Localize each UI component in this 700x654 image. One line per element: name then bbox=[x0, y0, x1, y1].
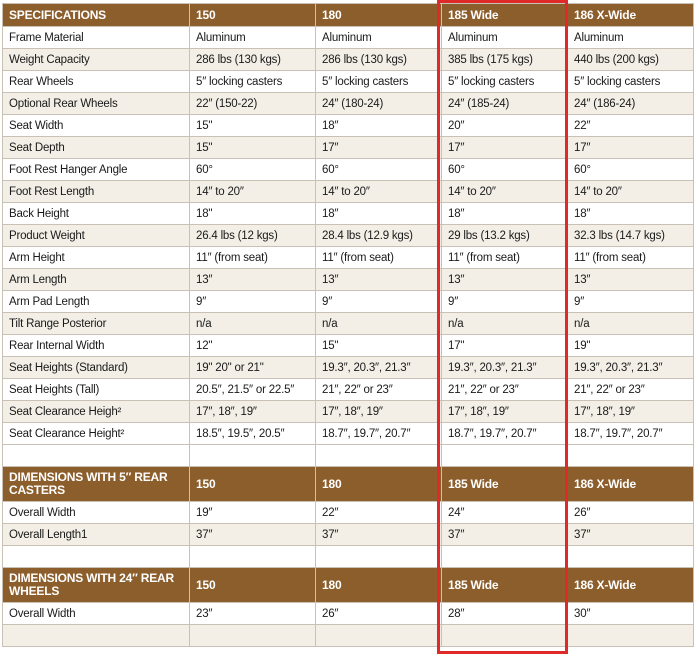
spec-row-cell-0: Weight Capacity bbox=[3, 49, 190, 71]
spacer-row-cell-2 bbox=[316, 445, 442, 467]
spec-row-cell-3: 17″, 18″, 19″ bbox=[442, 401, 568, 423]
spec-row-cell-0: Seat Depth bbox=[3, 137, 190, 159]
spec-row-cell-0: Seat Width bbox=[3, 115, 190, 137]
spec-row-cell-0: Back Height bbox=[3, 203, 190, 225]
casters-row-cell-1: 37″ bbox=[190, 524, 316, 546]
spec-row-cell-0: Seat Heights (Standard) bbox=[3, 357, 190, 379]
spec-row-cell-0: Seat Clearance Height² bbox=[3, 423, 190, 445]
spacer-row bbox=[3, 546, 694, 568]
partial-row-cell-3 bbox=[442, 625, 568, 647]
spec-row-cell-1: 12" bbox=[190, 335, 316, 357]
spacer-row-cell-0 bbox=[3, 445, 190, 467]
spec-row-cell-2: 60° bbox=[316, 159, 442, 181]
spec-row bbox=[3, 93, 694, 115]
spec-row-cell-2: n/a bbox=[316, 313, 442, 335]
spec-row-cell-2: 9″ bbox=[316, 291, 442, 313]
spec-row-cell-0: Arm Pad Length bbox=[3, 291, 190, 313]
wheels-header-row-cell-3: 185 Wide bbox=[442, 568, 568, 603]
casters-header-row-cell-0: DIMENSIONS WITH 5″ REAR CASTERS bbox=[3, 467, 190, 502]
casters-row-cell-0: Overall Width bbox=[3, 502, 190, 524]
spec-row-cell-3: 60° bbox=[442, 159, 568, 181]
spec-row-cell-3: 20″ bbox=[442, 115, 568, 137]
casters-row-cell-3: 37″ bbox=[442, 524, 568, 546]
spec-row-cell-3: 24″ (185-24) bbox=[442, 93, 568, 115]
spec-row bbox=[3, 291, 694, 313]
casters-row-cell-4: 37″ bbox=[568, 524, 694, 546]
spec-row-cell-2: 18″ bbox=[316, 115, 442, 137]
spec-row bbox=[3, 181, 694, 203]
casters-row bbox=[3, 502, 694, 524]
casters-header-row-cell-1: 150 bbox=[190, 467, 316, 502]
spec-table-body bbox=[3, 4, 694, 647]
spec-row-cell-2: 21″, 22″ or 23″ bbox=[316, 379, 442, 401]
spec-row-cell-4: 24″ (186-24) bbox=[568, 93, 694, 115]
spec-row bbox=[3, 137, 694, 159]
casters-header-row bbox=[3, 467, 694, 502]
spec-row bbox=[3, 313, 694, 335]
spec-row-cell-4: 18″ bbox=[568, 203, 694, 225]
spacer-row-cell-4 bbox=[568, 546, 694, 568]
spec-row-cell-4: 22″ bbox=[568, 115, 694, 137]
casters-row bbox=[3, 524, 694, 546]
spec-row-cell-4: 9″ bbox=[568, 291, 694, 313]
spec-row-cell-1: 13″ bbox=[190, 269, 316, 291]
spec-row bbox=[3, 115, 694, 137]
spec-row-cell-0: Product Weight bbox=[3, 225, 190, 247]
spec-row-cell-4: 19" bbox=[568, 335, 694, 357]
spec-row-cell-1: 15" bbox=[190, 115, 316, 137]
spec-row-cell-2: 5″ locking casters bbox=[316, 71, 442, 93]
casters-row-cell-4: 26″ bbox=[568, 502, 694, 524]
spec-row-cell-1: 18" bbox=[190, 203, 316, 225]
spec-row-cell-0: Arm Height bbox=[3, 247, 190, 269]
spec-row-cell-3: 385 lbs (175 kgs) bbox=[442, 49, 568, 71]
spec-row-cell-2: 18.7″, 19.7″, 20.7″ bbox=[316, 423, 442, 445]
spec-row-cell-3: 21″, 22″ or 23″ bbox=[442, 379, 568, 401]
spec-row-cell-1: 19" 20" or 21" bbox=[190, 357, 316, 379]
spec-row-cell-1: 11″ (from seat) bbox=[190, 247, 316, 269]
spec-row-cell-3: n/a bbox=[442, 313, 568, 335]
spec-row-cell-0: Seat Heights (Tall) bbox=[3, 379, 190, 401]
spec-row-cell-1: 14″ to 20″ bbox=[190, 181, 316, 203]
spec-row-cell-3: 29 lbs (13.2 kgs) bbox=[442, 225, 568, 247]
specifications-header-row-cell-2: 180 bbox=[316, 4, 442, 27]
spec-row-cell-0: Foot Rest Hanger Angle bbox=[3, 159, 190, 181]
partial-row bbox=[3, 625, 694, 647]
casters-row-cell-3: 24″ bbox=[442, 502, 568, 524]
casters-header-row-cell-2: 180 bbox=[316, 467, 442, 502]
spec-row-cell-1: 26.4 lbs (12 kgs) bbox=[190, 225, 316, 247]
wheels-row-cell-3: 28″ bbox=[442, 603, 568, 625]
spacer-row-cell-0 bbox=[3, 546, 190, 568]
partial-row-cell-4 bbox=[568, 625, 694, 647]
spec-row-cell-2: 24″ (180-24) bbox=[316, 93, 442, 115]
specifications-header-row-cell-4: 186 X-Wide bbox=[568, 4, 694, 27]
spec-row-cell-1: 20.5″, 21.5″ or 22.5″ bbox=[190, 379, 316, 401]
wheels-row-cell-1: 23″ bbox=[190, 603, 316, 625]
spec-row-cell-4: 13″ bbox=[568, 269, 694, 291]
spec-row-cell-1: 18.5″, 19.5″, 20.5″ bbox=[190, 423, 316, 445]
spec-row-cell-1: 17″, 18″, 19″ bbox=[190, 401, 316, 423]
spec-row-cell-2: 14″ to 20″ bbox=[316, 181, 442, 203]
spec-row-cell-1: n/a bbox=[190, 313, 316, 335]
spec-row-cell-3: 18″ bbox=[442, 203, 568, 225]
spacer-row-cell-1 bbox=[190, 445, 316, 467]
wheels-header-row-cell-2: 180 bbox=[316, 568, 442, 603]
spec-row bbox=[3, 335, 694, 357]
spec-row-cell-4: 11″ (from seat) bbox=[568, 247, 694, 269]
spec-row-cell-0: Rear Internal Width bbox=[3, 335, 190, 357]
spec-row-cell-2: 17″, 18″, 19″ bbox=[316, 401, 442, 423]
casters-row-cell-1: 19″ bbox=[190, 502, 316, 524]
spec-row bbox=[3, 401, 694, 423]
spec-row-cell-1: 22″ (150-22) bbox=[190, 93, 316, 115]
spec-row-cell-2: 19.3″, 20.3″, 21.3″ bbox=[316, 357, 442, 379]
spec-row-cell-0: Arm Length bbox=[3, 269, 190, 291]
spec-row-cell-0: Rear Wheels bbox=[3, 71, 190, 93]
spec-row-cell-3: 13″ bbox=[442, 269, 568, 291]
spec-row-cell-2: 18″ bbox=[316, 203, 442, 225]
spec-row bbox=[3, 225, 694, 247]
spec-row-cell-2: Aluminum bbox=[316, 27, 442, 49]
spec-row-cell-1: 60° bbox=[190, 159, 316, 181]
wheels-header-row-cell-1: 150 bbox=[190, 568, 316, 603]
wheels-header-row-cell-4: 186 X-Wide bbox=[568, 568, 694, 603]
spec-row-cell-2: 286 lbs (130 kgs) bbox=[316, 49, 442, 71]
spec-row-cell-4: 440 lbs (200 kgs) bbox=[568, 49, 694, 71]
spec-row-cell-4: 14″ to 20″ bbox=[568, 181, 694, 203]
casters-header-row-cell-3: 185 Wide bbox=[442, 467, 568, 502]
spec-row-cell-2: 28.4 lbs (12.9 kgs) bbox=[316, 225, 442, 247]
spec-row-cell-3: 5″ locking casters bbox=[442, 71, 568, 93]
spec-row bbox=[3, 357, 694, 379]
spacer-row-cell-1 bbox=[190, 546, 316, 568]
spec-row-cell-4: 18.7″, 19.7″, 20.7″ bbox=[568, 423, 694, 445]
wheels-row-cell-2: 26″ bbox=[316, 603, 442, 625]
spec-row-cell-3: 9″ bbox=[442, 291, 568, 313]
spec-row bbox=[3, 379, 694, 401]
casters-row-cell-2: 37″ bbox=[316, 524, 442, 546]
spec-row-cell-3: Aluminum bbox=[442, 27, 568, 49]
spec-row-cell-3: 11″ (from seat) bbox=[442, 247, 568, 269]
spec-row-cell-0: Tilt Range Posterior bbox=[3, 313, 190, 335]
spec-row-cell-2: 11″ (from seat) bbox=[316, 247, 442, 269]
spec-table bbox=[2, 3, 694, 647]
partial-row-cell-0 bbox=[3, 625, 190, 647]
spec-row-cell-2: 17″ bbox=[316, 137, 442, 159]
spec-row-cell-3: 19.3″, 20.3″, 21.3″ bbox=[442, 357, 568, 379]
spec-row-cell-4: 32.3 lbs (14.7 kgs) bbox=[568, 225, 694, 247]
spec-row-cell-1: 15" bbox=[190, 137, 316, 159]
partial-row-cell-1 bbox=[190, 625, 316, 647]
casters-row-cell-2: 22″ bbox=[316, 502, 442, 524]
spec-row bbox=[3, 247, 694, 269]
spec-row-cell-3: 17″ bbox=[442, 137, 568, 159]
spec-row-cell-4: 17″, 18″, 19″ bbox=[568, 401, 694, 423]
spec-row-cell-0: Frame Material bbox=[3, 27, 190, 49]
spec-row bbox=[3, 71, 694, 93]
spacer-row-cell-2 bbox=[316, 546, 442, 568]
partial-row-cell-2 bbox=[316, 625, 442, 647]
specifications-header-row-cell-3: 185 Wide bbox=[442, 4, 568, 27]
spec-row-cell-2: 13″ bbox=[316, 269, 442, 291]
spec-row-cell-4: 5″ locking casters bbox=[568, 71, 694, 93]
spec-row bbox=[3, 27, 694, 49]
spec-row-cell-2: 15" bbox=[316, 335, 442, 357]
wheels-header-row bbox=[3, 568, 694, 603]
spacer-row bbox=[3, 445, 694, 467]
spec-row-cell-1: 286 lbs (130 kgs) bbox=[190, 49, 316, 71]
spec-row-cell-1: 9″ bbox=[190, 291, 316, 313]
specifications-header-row-cell-0: SPECIFICATIONS bbox=[3, 4, 190, 27]
wheels-row-cell-4: 30″ bbox=[568, 603, 694, 625]
spec-row-cell-0: Foot Rest Length bbox=[3, 181, 190, 203]
wheels-header-row-cell-0: DIMENSIONS WITH 24″ REAR WHEELS bbox=[3, 568, 190, 603]
casters-row-cell-0: Overall Length1 bbox=[3, 524, 190, 546]
spec-row-cell-1: 5″ locking casters bbox=[190, 71, 316, 93]
spec-row-cell-3: 17" bbox=[442, 335, 568, 357]
spec-row-cell-4: n/a bbox=[568, 313, 694, 335]
specifications-header-row bbox=[3, 4, 694, 27]
spec-row-cell-4: Aluminum bbox=[568, 27, 694, 49]
wheels-row bbox=[3, 603, 694, 625]
spec-row-cell-4: 19.3″, 20.3″, 21.3″ bbox=[568, 357, 694, 379]
wheels-row-cell-0: Overall Width bbox=[3, 603, 190, 625]
spec-row-cell-3: 18.7″, 19.7″, 20.7″ bbox=[442, 423, 568, 445]
spec-row-cell-4: 17″ bbox=[568, 137, 694, 159]
spacer-row-cell-4 bbox=[568, 445, 694, 467]
spec-row-cell-0: Optional Rear Wheels bbox=[3, 93, 190, 115]
spec-row bbox=[3, 159, 694, 181]
spacer-row-cell-3 bbox=[442, 546, 568, 568]
spec-row-cell-0: Seat Clearance Heigh² bbox=[3, 401, 190, 423]
spec-row-cell-4: 60° bbox=[568, 159, 694, 181]
spec-row-cell-4: 21″, 22″ or 23″ bbox=[568, 379, 694, 401]
spec-row bbox=[3, 269, 694, 291]
spec-row bbox=[3, 423, 694, 445]
spec-row bbox=[3, 203, 694, 225]
specifications-header-row-cell-1: 150 bbox=[190, 4, 316, 27]
spacer-row-cell-3 bbox=[442, 445, 568, 467]
spec-row bbox=[3, 49, 694, 71]
casters-header-row-cell-4: 186 X-Wide bbox=[568, 467, 694, 502]
spec-row-cell-3: 14″ to 20″ bbox=[442, 181, 568, 203]
spec-row-cell-1: Aluminum bbox=[190, 27, 316, 49]
